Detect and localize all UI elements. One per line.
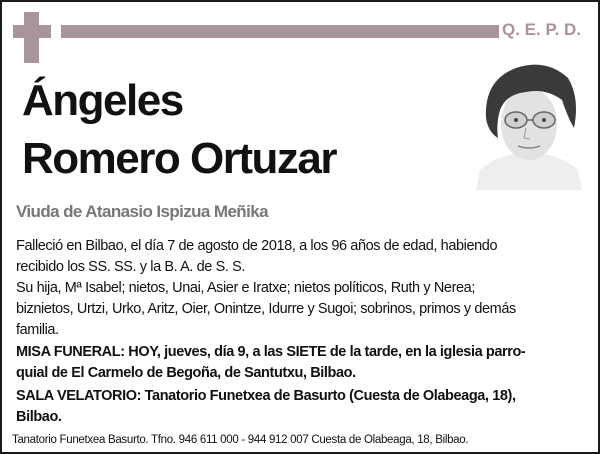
deceased-surname: Romero Ortuzar <box>22 134 336 183</box>
cross-icon-arm <box>13 25 51 38</box>
footer-contact: Tanatorio Funetxea Basurto. Tfno. 946 611 000 - 944 912 007 Cuesta de Olabeaga, 18, Bilbao. <box>12 434 469 446</box>
qepd-label: Q. E. P. D. <box>502 20 582 39</box>
header-stripe <box>61 25 499 38</box>
wake-room: SALA VELATORIO: Tanatorio Funetxea de Basurto (Cuesta de Olabeaga, 18), Bilbao. <box>16 388 516 425</box>
widow-of: Viuda de Atanasio Ispizua Meñika <box>16 202 268 221</box>
deceased-first-name: Ángeles <box>22 76 183 125</box>
death-notice: Falleció en Bilbao, el día 7 de agosto de 2018, a los 96 años de edad, habiendo recibido los SS. SS. y la B. A. de S. S. <box>16 238 498 275</box>
portrait-photo <box>476 58 582 190</box>
family-list: Su hija, Mª Isabel; nietos, Unai, Asier e Iratxe; nietos políticos, Ruth y Nerea; biznietos, Urtzi, Urko, Aritz, Oier, Onintze, Idurre y Sugoi; sobrinos, primos y demás familia. <box>16 280 516 338</box>
funeral-mass: MISA FUNERAL: HOY, jueves, día 9, a las SIETE de la tarde, en la iglesia parro- quial de El Carmelo de Begoña, de Santutxu, Bilbao. <box>16 344 526 381</box>
